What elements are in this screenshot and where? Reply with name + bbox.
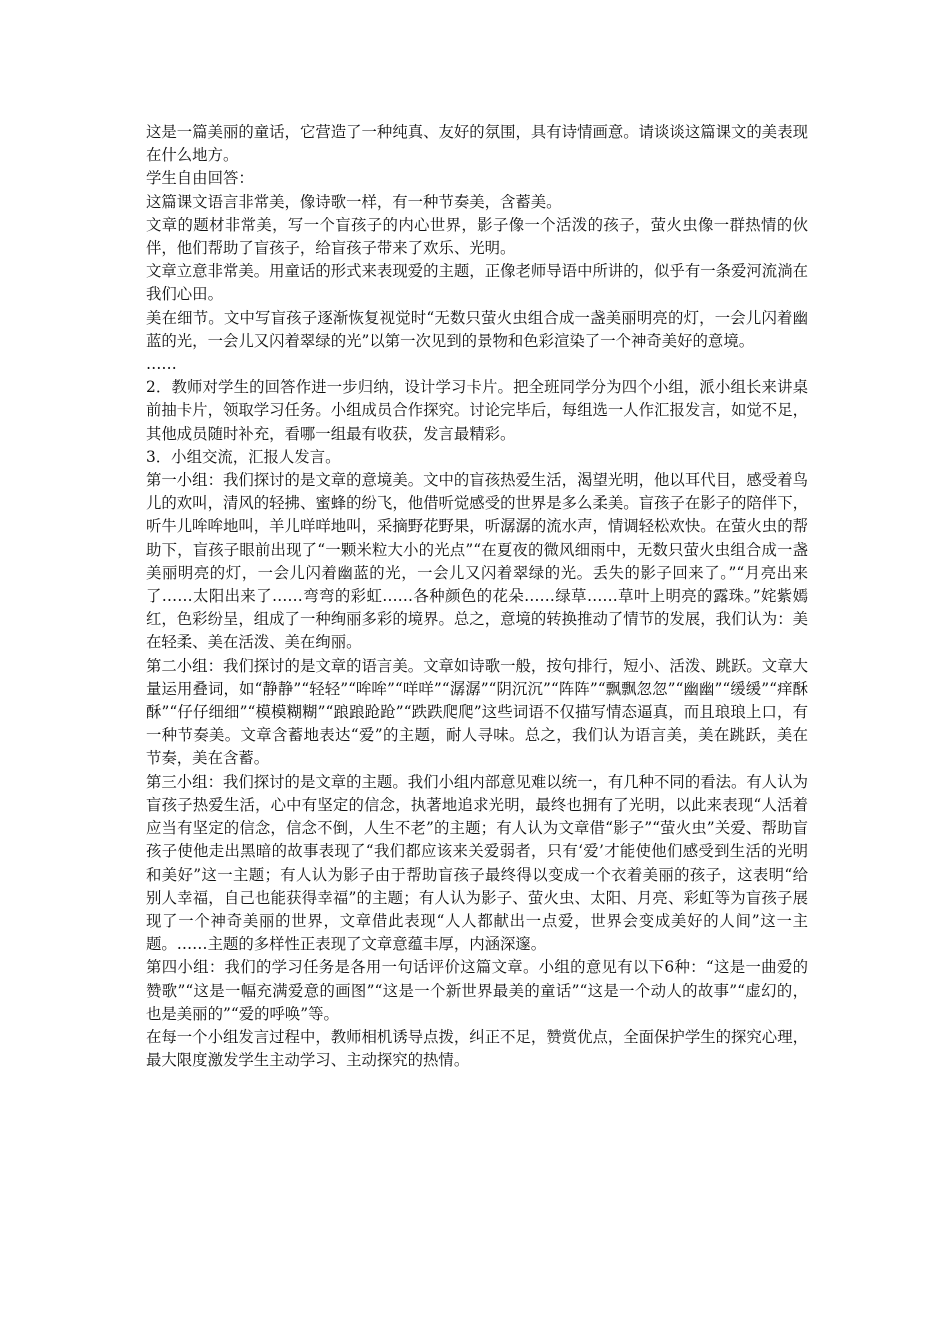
paragraph-intro-question: 这是一篇美丽的童话，它营造了一种纯真、友好的氛围，具有诗情画意。请谈谈这篇课文的美表现在什么地方。 — [146, 123, 808, 165]
paragraph-answer-subject: 文章的题材非常美，写一个盲孩子的内心世界，影子像一个活泼的孩子，萤火虫像一群热情的伙伴，他们帮助了盲孩子，给盲孩子带来了欢乐、光明。 — [146, 215, 808, 258]
paragraph-group-2: 第二小组：我们探讨的是文章的语言美。文章如诗歌一般，按句排行，短小、活泼、跳跃。文章大量运用叠词，如“静静”“轻轻”“哞哞”“咩咩”“潺潺”“阴沉沉”“阵阵”“飘飘忽忽”“幽幽”“缓缓”“痒酥酥”“仔仔细细”“模模糊糊”“踉踉跄跄”“跌跌爬爬”这些词语不仅描写情态逼真，而且琅琅上口，有一种节奏美。文章含蓄地表达“爱”的主题，耐人寻味。总之，我们认为语言美，美在跳跃，美在节奏，美在含蓄。 — [146, 656, 808, 768]
paragraph-teacher-guidance: 在每一个小组发言过程中，教师相机诱导点拨，纠正不足，赞赏优点，全面保护学生的探究心理，最大限度激发学生主动学习、主动探究的热情。 — [146, 1027, 808, 1070]
paragraph-answer-intent: 文章立意非常美。用童话的形式来表现爱的主题，正像老师导语中所讲的，似乎有一条爱河流淌在我们心田。 — [146, 262, 808, 304]
paragraph-step-3: 3．小组交流，汇报人发言。 — [146, 447, 341, 466]
paragraph-student-answer-label: 学生自由回答： — [146, 169, 254, 188]
paragraph-group-4: 第四小组：我们的学习任务是各用一句话评价这篇文章。小组的意见有以下6种：“这是一曲爱的赞歌”“这是一幅充满爱意的画图”“这是一个新世界最美的童话”“这是一个动人的故事”“虚幻的，也是美丽的”“爱的呼唤”等。 — [146, 958, 808, 1023]
paragraph-step-2: 2．教师对学生的回答作进一步归纳，设计学习卡片。把全班同学分为四个小组，派小组长来讲桌前抽卡片，领取学习任务。小组成员合作探究。讨论完毕后，每组选一人作汇报发言，如觉不足，其他成员随时补充，看哪一组最有收获，发言最精彩。 — [146, 378, 808, 443]
paragraph-answer-language: 这篇课文语言非常美，像诗歌一样，有一种节奏美，含蓄美。 — [146, 192, 562, 211]
paragraph-ellipsis: …… — [146, 355, 177, 374]
paragraph-group-3: 第三小组：我们探讨的是文章的主题。我们小组内部意见难以统一，有几种不同的看法。有人认为盲孩子热爱生活，心中有坚定的信念，执著地追求光明，最终也拥有了光明，以此来表现“人活着应当有坚定的信念，信念不倒，人生不老”的主题；有人认为文章借“影子”“萤火虫”关爱、帮助盲孩子使他走出黑暗的故事表现了“我们都应该来关爱弱者，只有‘爱’才能使他们感受到生活的光明和美好”这一主题；有人认为影子由于帮助盲孩子最终得以变成一个衣着美丽的孩子，这表明“给别人幸福，自己也能获得幸福”的主题；有人认为影子、萤火虫、太阳、月亮、彩虹等为盲孩子展现了一个神奇美丽的世界，文章借此表现“人人都献出一点爱，世界会变成美好的人间”这一主题。……主题的多样性正表现了文章意蕴丰厚，内涵深邃。 — [146, 772, 808, 954]
document-body — [146, 121, 808, 1072]
paragraph-group-1: 第一小组：我们探讨的是文章的意境美。文中的盲孩热爱生活，渴望光明，他以耳代目，感受着鸟儿的欢叫，清风的轻拂、蜜蜂的纷飞，他借听觉感受的世界是多么柔美。盲孩子在影子的陪伴下，听牛儿哞哞地叫，羊儿咩咩地叫，采摘野花野果，听潺潺的流水声，情调轻松欢快。在萤火虫的帮助下，盲孩子眼前出现了“一颗米粒大小的光点”“在夏夜的微风细雨中，无数只萤火虫组合成一盏美丽明亮的灯，一会儿闪着幽蓝的光，一会儿又闪着翠绿的光。丢失的影子回来了。”“月亮出来了……太阳出来了……弯弯的彩虹……各种颜色的花朵……绿草……草叶上明亮的露珠。”姹紫嫣红，色彩纷呈，组成了一种绚丽多彩的境界。总之，意境的转换推动了情节的发展，我们认为：美在轻柔、美在活泼、美在绚丽。 — [146, 471, 808, 652]
paragraph-answer-detail: 美在细节。文中写盲孩子逐渐恢复视觉时“无数只萤火虫组合成一盏美丽明亮的灯，一会儿闪着幽蓝的光，一会儿又闪着翠绿的光”以第一次见到的景物和色彩渲染了一个神奇美好的意境。 — [146, 308, 808, 350]
